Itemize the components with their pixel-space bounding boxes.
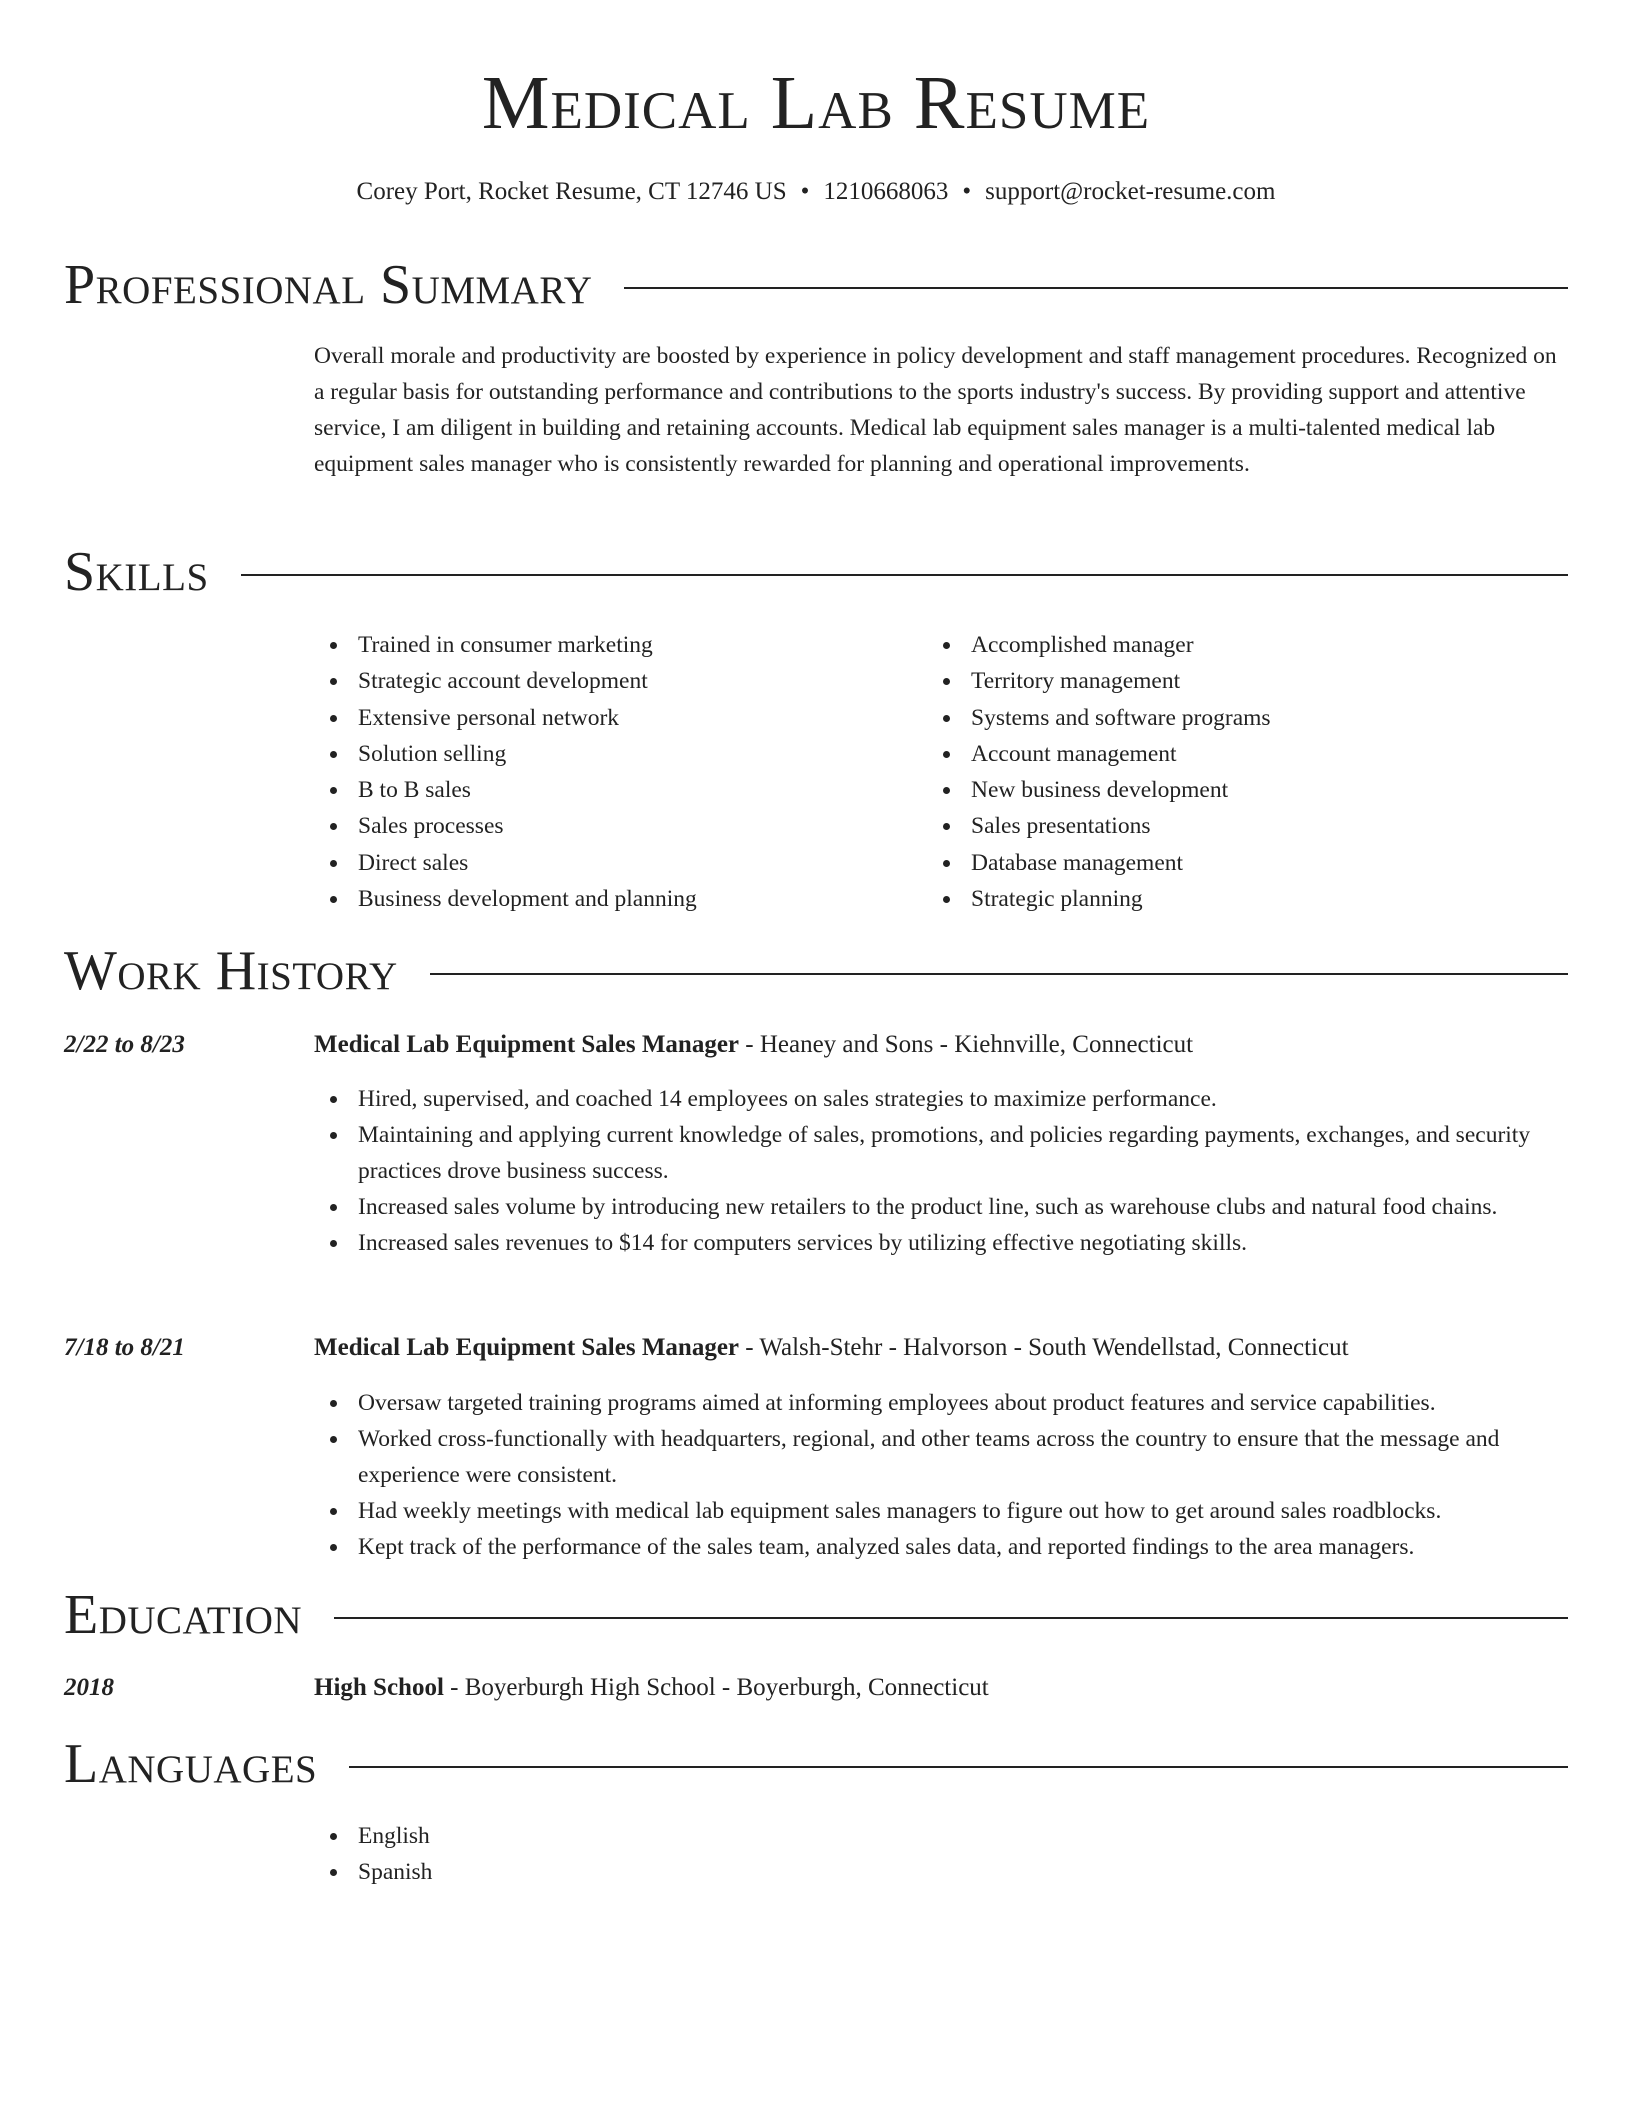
skill-item: Business development and planning bbox=[314, 881, 914, 917]
work-section-header bbox=[64, 939, 1568, 1003]
contact-separator: • bbox=[962, 178, 972, 205]
skill-item: Strategic planning bbox=[927, 881, 1527, 917]
job-dates: 7/18 to 8/21 bbox=[64, 1334, 185, 1361]
education-entry bbox=[314, 1670, 1568, 1706]
education-section-header bbox=[64, 1583, 1568, 1647]
contact-email: support@rocket-resume.com bbox=[985, 178, 1276, 205]
skill-item: Solution selling bbox=[314, 736, 914, 772]
skill-item: B to B sales bbox=[314, 772, 914, 808]
skill-item: Strategic account development bbox=[314, 663, 914, 699]
skill-item: Account management bbox=[927, 736, 1527, 772]
skill-item: Sales presentations bbox=[927, 808, 1527, 844]
job-bullet: Increased sales revenues to $14 for computers services by utilizing effective negotiating skills. bbox=[314, 1225, 1568, 1261]
skills-section-header bbox=[64, 540, 1568, 604]
summary-section-header bbox=[64, 253, 1568, 317]
job-bullet: Oversaw targeted training programs aimed at informing employees about product features and service capabilities. bbox=[314, 1385, 1568, 1421]
education-year: 2018 bbox=[64, 1674, 114, 1701]
summary-text: Overall morale and productivity are boosted by experience in policy development and staff management procedures. Recognized on a regular basis for outstanding performance and contributions to the sports industry's success. By providing support and attentive service, I am diligent in building and retaining accounts. Medical lab equipment sales manager is a multi-talented medical lab equipment sales manager who is consistently rewarded for planning and operational improvements. bbox=[314, 343, 1557, 477]
job-bullet: Maintaining and applying current knowledge of sales, promotions, and policies regarding payments, exchanges, and security practices drove business success. bbox=[314, 1117, 1568, 1189]
job-title: Medical Lab Equipment Sales Manager bbox=[314, 1334, 740, 1361]
section-divider bbox=[430, 973, 1568, 975]
job-bullet: Increased sales volume by introducing new retailers to the product line, such as warehouse clubs and natural food chains. bbox=[314, 1189, 1568, 1225]
summary-heading: Professional Summary bbox=[64, 254, 593, 316]
contact-phone: 1210668063 bbox=[823, 178, 949, 205]
job-bullet: Worked cross-functionally with headquarters, regional, and other teams across the country to ensure that the message and experience were consistent. bbox=[314, 1421, 1568, 1493]
skill-item: Database management bbox=[927, 845, 1527, 881]
skills-heading: Skills bbox=[64, 541, 209, 603]
education-degree: High School bbox=[314, 1674, 444, 1701]
job-bullet: Kept track of the performance of the sales team, analyzed sales data, and reported findings to the area managers. bbox=[314, 1529, 1568, 1565]
skills-list-right bbox=[927, 627, 1527, 917]
job-details: - Walsh-Stehr - Halvorson - South Wendellstad, Connecticut bbox=[739, 1334, 1349, 1361]
education-heading: Education bbox=[64, 1584, 303, 1646]
languages-heading: Languages bbox=[64, 1733, 318, 1795]
job-bullet: Had weekly meetings with medical lab equipment sales managers to figure out how to get around sales roadblocks. bbox=[314, 1493, 1568, 1529]
languages-section-header bbox=[64, 1732, 1568, 1796]
skill-item: Accomplished manager bbox=[927, 627, 1527, 663]
job-bullets bbox=[314, 1081, 1568, 1261]
languages-list bbox=[314, 1818, 1568, 1890]
skill-item: Extensive personal network bbox=[314, 700, 914, 736]
contact-address: Corey Port, Rocket Resume, CT 12746 US bbox=[356, 178, 787, 205]
skill-item: New business development bbox=[927, 772, 1527, 808]
job-bullets bbox=[314, 1385, 1568, 1565]
job-dates: 2/22 to 8/23 bbox=[64, 1031, 185, 1058]
skill-item: Trained in consumer marketing bbox=[314, 627, 914, 663]
work-heading: Work History bbox=[64, 940, 398, 1002]
job-details: - Heaney and Sons - Kiehnville, Connecticut bbox=[739, 1031, 1194, 1058]
section-divider bbox=[349, 1766, 1568, 1768]
job-bullet: Hired, supervised, and coached 14 employees on sales strategies to maximize performance. bbox=[314, 1081, 1568, 1117]
contact-separator: • bbox=[800, 178, 810, 205]
section-divider bbox=[334, 1617, 1568, 1619]
job-header bbox=[314, 1330, 1568, 1366]
skill-item: Sales processes bbox=[314, 808, 914, 844]
language-item: Spanish bbox=[314, 1854, 1568, 1890]
section-divider bbox=[624, 287, 1568, 289]
education-details: - Boyerburgh High School - Boyerburgh, Connecticut bbox=[443, 1674, 989, 1701]
skill-item: Systems and software programs bbox=[927, 700, 1527, 736]
skill-item: Direct sales bbox=[314, 845, 914, 881]
job-header bbox=[314, 1027, 1568, 1063]
resume-title: Medical Lab Resume bbox=[481, 61, 1151, 145]
contact-line bbox=[0, 176, 1632, 208]
section-divider bbox=[241, 574, 1568, 576]
job-title: Medical Lab Equipment Sales Manager bbox=[314, 1031, 740, 1058]
skill-item: Territory management bbox=[927, 663, 1527, 699]
language-item: English bbox=[314, 1818, 1568, 1854]
skills-list-left bbox=[314, 627, 914, 917]
